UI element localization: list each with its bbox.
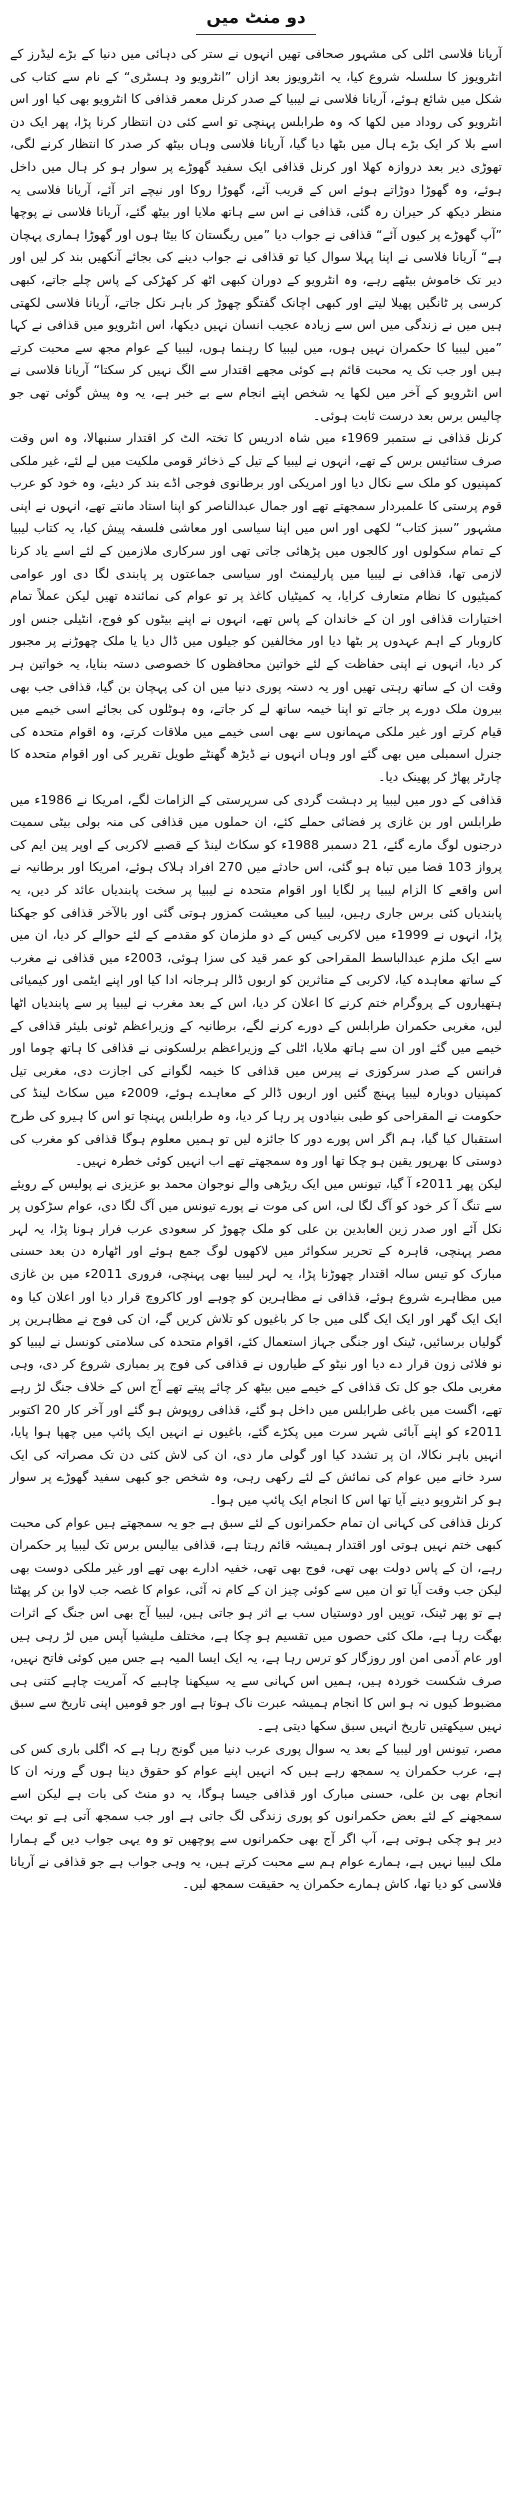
article-paragraph: قذافی کے دور میں لیبیا پر دہشت گردی کی سرپرستی کے الزامات لگے، امریکا نے 1986ء میں طرابلس اور بن غازی پر فضائی حملے کئے، ان حملوں میں قذافی کی منہ بولی بیٹی سمیت درجنوں لوگ مارے گئے، 21 دسمبر 1988ء کو سکاٹ لینڈ کے قصبے لاکربی کے اوپر پین ایم کی پرواز 103 فضا میں تباہ ہو گئی، اس حادثے میں 270 افراد ہلاک ہوئے، امریکا اور برطانیہ نے اس واقعے کا الزام لیبیا پر لگایا اور اقوام متحدہ نے لیبیا پر سخت پابندیاں عائد کر دیں، یہ پابندیاں کئی برس جاری رہیں، لیبیا کی معیشت کمزور ہوتی گئی اور بالآخر قذافی کو جھکنا پڑا، انہوں نے 1999ء میں لاکربی کیس کے دو ملزمان کو مقدمے کے لئے حوالے کر دیا، ان میں سے ایک ملزم عبدالباسط المقراحی کو عمر قید کی سزا ہوئی، 2003ء میں قذافی نے مغرب کے ساتھ معاہدہ کیا، لاکربی کے متاثرین کو اربوں ڈالر ہرجانہ ادا کیا اور اپنے ایٹمی اور کیمیائی ہتھیاروں کے پروگرام ختم کرنے کا اعلان کر دیا، اس کے بعد مغرب نے لیبیا پر سے پابندیاں اٹھا لیں، مغربی حکمران طرابلس کے دورے کرنے لگے، برطانیہ کے وزیراعظم ٹونی بلیئر قذافی کے خیمے میں گئے اور ان سے ہاتھ ملایا، اٹلی کے وزیراعظم برلسکونی نے قذافی کا ہاتھ چوما اور فرانس کے صدر سرکوزی نے پیرس میں قذافی کا خیمہ لگوانے کی اجازت دی، مغربی تیل کمپنیاں دوبارہ لیبیا پہنچ گئیں اور اربوں ڈالر کے معاہدے ہوئے، 2009ء میں سکاٹ لینڈ کی حکومت نے المقراحی کو طبی بنیادوں پر رہا کر دیا، وہ طرابلس پہنچا تو اس کا ہیرو کی طرح استقبال کیا گیا، ہم اگر اس پورے دور کا جائزہ لیں تو ہمیں معلوم ہوگا قذافی کو مغرب کی دوستی کا بھرپور یقین ہو چکا تھا اور وہ سمجھتے تھے اب انہیں کوئی خطرہ نہیں۔ — [10, 791, 502, 1169]
article-paragraph: کرنل قذافی کی کہانی ان تمام حکمرانوں کے لئے سبق ہے جو یہ سمجھتے ہیں عوام کی محبت کبھی ختم نہیں ہوتی اور اقتدار ہمیشہ قائم رہتا ہے، قذافی بیالیس برس تک لیبیا پر حکمران رہے، ان کے پاس دولت بھی تھی، فوج بھی تھی، خفیہ ادارے بھی تھے اور غیر ملکی دوست بھی لیکن جب وقت آیا تو ان میں سے کوئی چیز ان کے کام نہ آئی، عوام کا غصہ جب لاوا بن کر پھٹتا ہے تو پھر ٹینک، توپیں اور دوستیاں سب بے اثر ہو جاتی ہیں، لیبیا آج بھی اس جنگ کے اثرات بھگت رہا ہے، ملک کئی حصوں میں تقسیم ہو چکا ہے، مختلف ملیشیا آپس میں لڑ رہی ہیں اور عام آدمی امن اور روزگار کو ترس رہا ہے، یہ ایک ایسا المیہ ہے جس میں کوئی فاتح نہیں، صرف شکست خوردہ ہیں، ہمیں اس کہانی سے یہ سیکھنا چاہیے کہ آمریت چاہے کتنی ہی مضبوط کیوں نہ ہو اس کا انجام ہمیشہ عبرت ناک ہوتا ہے اور جو قومیں اپنی تاریخ سے سبق نہیں سیکھتیں تاریخ انہیں سبق سکھا دیتی ہے۔ — [10, 1514, 502, 1733]
article-paragraph: آریانا فلاسی اٹلی کی مشہور صحافی تھیں انہوں نے ستر کی دہائی میں دنیا کے بڑے لیڈرز کے انٹرویوز کا سلسلہ شروع کیا، یہ انٹرویوز بعد ازاں ”انٹرویو ود ہسٹری“ کے نام سے کتاب کی شکل میں شائع ہوئے، آریانا فلاسی نے لیبیا کے صدر کرنل معمر قذافی کا انٹرویو بھی کیا اور اس انٹرویو کی روداد میں لکھا کہ وہ طرابلس پہنچی تو اسے کئی دن انتظار کرنا پڑا، پھر ایک دن اسے بلا کر ایک بڑے ہال میں بٹھا دیا گیا، آریانا فلاسی وہاں بیٹھ کر صدر کا انتظار کرنے لگی، تھوڑی دیر بعد دروازہ کھلا اور کرنل قذافی ایک سفید گھوڑے پر سوار ہو کر ہال میں داخل ہوئے، وہ گھوڑا دوڑاتے ہوئے اس کے قریب آئے، گھوڑا روکا اور نیچے اتر آئے، آریانا فلاسی یہ منظر دیکھ کر حیران رہ گئی، قذافی نے اس سے ہاتھ ملایا اور بیٹھ گئے، آریانا فلاسی نے پوچھا ”آپ گھوڑے پر کیوں آئے“ قذافی نے جواب دیا ”میں ریگستان کا بیٹا ہوں اور گھوڑا ہماری پہچان ہے“ آریانا فلاسی نے اپنا پہلا سوال کیا تو قذافی نے جواب دینے کی بجائے آنکھیں بند کر لیں اور دیر تک خاموش بیٹھے رہے، وہ انٹرویو کے دوران کبھی اٹھ کر کھڑکی کے پاس چلے جاتے، کبھی کرسی پر ٹانگیں پھیلا لیتے اور کبھی اچانک گفتگو چھوڑ کر باہر نکل جاتے، آریانا فلاسی لکھتی ہیں میں نے زندگی میں اس سے زیادہ عجیب انسان نہیں دیکھا، اس انٹرویو میں قذافی نے کہا ”میں لیبیا کا حکمران نہیں ہوں، میں لیبیا کا رہنما ہوں، لیبیا کے عوام مجھ سے محبت کرتے ہیں اور جب تک یہ محبت قائم ہے کوئی مجھے اقتدار سے الگ نہیں کر سکتا“ آریانا فلاسی نے اس انٹرویو کے آخر میں لکھا یہ شخص اپنے انجام سے بے خبر ہے، یہ وہ پیش گوئی تھی جو چالیس برس بعد درست ثابت ہوئی۔ — [10, 46, 502, 423]
article-paragraph: لیکن پھر 2011ء آ گیا، تیونس میں ایک ریڑھی والے نوجوان محمد بو عزیزی نے پولیس کے رویئے سے تنگ آ کر خود کو آگ لگا لی، اس کی موت نے پورے تیونس میں آگ لگا دی، عوام سڑکوں پر نکل آئے اور صدر زین العابدین بن علی کو ملک چھوڑ کر سعودی عرب فرار ہونا پڑا، یہ لہر مصر پہنچی، قاہرہ کے تحریر سکوائر میں لاکھوں لوگ جمع ہوئے اور اٹھارہ دن بعد حسنی مبارک کو تیس سالہ اقتدار چھوڑنا پڑا، یہ لہر لیبیا بھی پہنچی، فروری 2011ء میں بن غازی میں مظاہرے شروع ہوئے، قذافی نے مظاہرین کو چوہے اور کاکروچ قرار دیا اور اعلان کیا وہ ایک ایک گھر اور ایک ایک گلی میں جا کر باغیوں کو تلاش کریں گے، ان کی فوج نے مظاہرین پر گولیاں برسائیں، ٹینک اور جنگی جہاز استعمال کئے، اقوام متحدہ کی سلامتی کونسل نے لیبیا کو نو فلائی زون قرار دے دیا اور نیٹو کے طیاروں نے قذافی کی فوج پر بمباری شروع کر دی، وہی مغربی ملک جو کل تک قذافی کے خیمے میں بیٹھ کر چائے پیتے تھے آج اس کے خلاف جنگ لڑ رہے تھے، اگست میں باغی طرابلس میں داخل ہو گئے، قذافی روپوش ہو گئے اور آخر کار 20 اکتوبر 2011ء کو اپنے آبائی شہر سرت میں پکڑے گئے، باغیوں نے انہیں ایک پائپ میں چھپا ہوا پایا، انہیں باہر نکالا، ان پر تشدد کیا اور گولی مار دی، ان کی لاش کئی دن تک مصراتہ کی ایک سرد خانے میں عوام کی نمائش کے لئے رکھی رہی، وہ شخص جو کبھی سفید گھوڑے پر سوار ہو کر انٹرویو دینے آیا تھا اس کا انجام ایک پائپ میں ہوا۔ — [10, 1175, 502, 1507]
article-body — [10, 43, 502, 1896]
title-underline — [196, 34, 316, 35]
column-title: دو منٹ میں — [206, 8, 306, 28]
article-paragraph: کرنل قذافی نے ستمبر 1969ء میں شاہ ادریس کا تختہ الٹ کر اقتدار سنبھالا، وہ اس وقت صرف ستائیس برس کے تھے، انہوں نے لیبیا کے تیل کے ذخائر قومی ملکیت میں لے لئے، غیر ملکی کمپنیوں کو ملک سے نکال دیا اور امریکی اور برطانوی فوجی اڈے بند کر دیئے، وہ خود کو عرب قوم پرستی کا علمبردار سمجھتے تھے اور جمال عبدالناصر کو اپنا استاد مانتے تھے، انہوں نے اپنی مشہور ”سبز کتاب“ لکھی اور اس میں اپنا سیاسی اور معاشی فلسفہ پیش کیا، یہ کتاب لیبیا کے تمام سکولوں اور کالجوں میں پڑھائی جاتی تھی اور سرکاری ملازمین کے لئے اسے یاد کرنا لازمی تھا، قذافی نے لیبیا میں پارلیمنٹ اور سیاسی جماعتوں پر پابندی لگا دی اور عوامی کمیٹیوں کا نظام متعارف کرایا، یہ کمیٹیاں کاغذ پر تو عوام کی نمائندہ تھیں لیکن عملاً تمام اختیارات قذافی اور ان کے خاندان کے پاس تھے، انہوں نے اپنے بیٹوں کو فوج، انٹیلی جنس اور کاروبار کے اہم عہدوں پر بٹھا دیا اور مخالفین کو جیلوں میں ڈال دیا یا ملک چھوڑنے پر مجبور کر دیا، انہوں نے اپنی حفاظت کے لئے خواتین محافظوں کا خصوصی دستہ بنایا، یہ خواتین ہر وقت ان کے ساتھ رہتی تھیں اور یہ دستہ پوری دنیا میں ان کی پہچان بن گیا، قذافی جب بھی بیرون ملک دورے پر جاتے تو اپنا خیمہ ساتھ لے کر جاتے، وہ ہوٹلوں کی بجائے اسی خیمے میں قیام کرتے اور غیر ملکی مہمانوں سے بھی اسی خیمے میں ملاقات کرتے، وہ اقوام متحدہ کی جنرل اسمبلی میں بھی گئے اور وہاں انہوں نے ڈیڑھ گھنٹے طویل تقریر کی اور اقوام متحدہ کا چارٹر پھاڑ کر پھینک دیا۔ — [10, 430, 502, 784]
article-paragraph: مصر، تیونس اور لیبیا کے بعد یہ سوال پوری عرب دنیا میں گونج رہا ہے کہ اگلی باری کس کی ہے، عرب حکمران یہ سمجھ رہے ہیں کہ انہیں اپنے عوام کو حقوق دینا ہوں گے ورنہ ان کا انجام بھی بن علی، حسنی مبارک اور قذافی جیسا ہوگا، یہ دو منٹ کی بات ہے لیکن اسے سمجھنے کے لئے بعض حکمرانوں کو پوری زندگی لگ جاتی ہے اور جب سمجھ آتی ہے تو بہت دیر ہو چکی ہوتی ہے، آپ اگر آج بھی حکمرانوں سے پوچھیں تو وہ یہی جواب دیں گے ہمارا ملک لیبیا نہیں ہے، ہمارے عوام ہم سے محبت کرتے ہیں، یہ وہی جواب ہے جو قذافی نے آریانا فلاسی کو دیا تھا، کاش ہمارے حکمران یہ حقیقت سمجھ لیں۔ — [10, 1740, 502, 1892]
